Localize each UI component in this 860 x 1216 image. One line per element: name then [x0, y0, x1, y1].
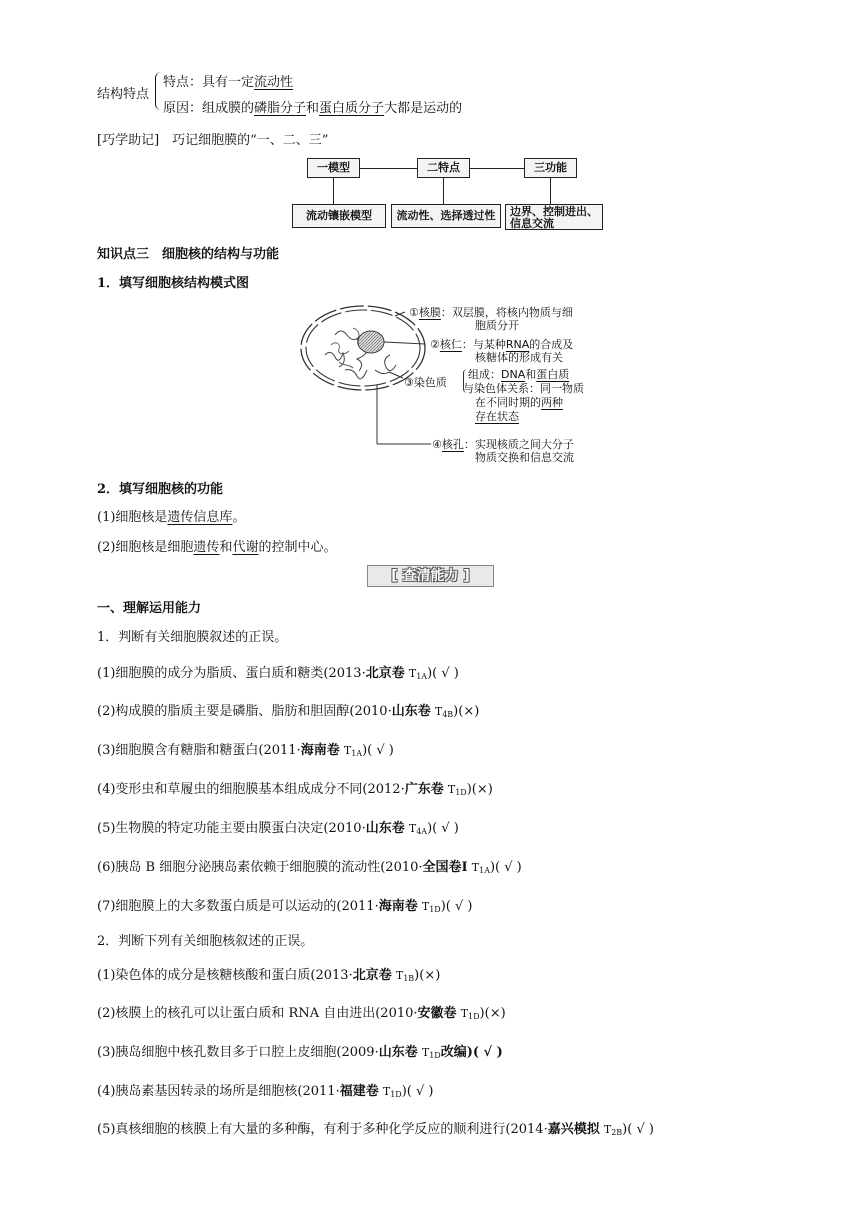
- label-chromatin-relation: 与染色体关系：同一物质: [463, 382, 584, 395]
- section-banner: [ 查清能力 ]: [367, 565, 494, 587]
- connector-line: [360, 168, 417, 169]
- label-nuclear-envelope-cont: 胞质分开: [475, 319, 519, 332]
- mnemonic-box-model-detail: 流动镶嵌模型: [292, 204, 386, 228]
- list-item: (2)构成膜的脂质主要是磷脂、脂肪和胆固醇(2010·山东卷 $T_{4B})(\times)$: [97, 704, 480, 719]
- list-item: (7)细胞膜上的大多数蛋白质是可以运动的(2011·海南卷 $T_{1D}$)( √ ): [97, 899, 473, 914]
- function-item-1: (1)细胞核是遗传信息库。: [97, 510, 246, 525]
- question-2-title: 2．判断下列有关细胞核叙述的正误。: [97, 934, 314, 949]
- connector-line: [470, 168, 524, 169]
- connector-line: [550, 178, 551, 204]
- functions-title: 2．填写细胞核的功能: [97, 482, 224, 497]
- structure-feature: 特点：具有一定流动性: [163, 75, 294, 90]
- label-chromatin-relation-end: 存在状态: [475, 410, 519, 423]
- label-nuclear-pore-cont: 物质交换和信息交流: [475, 451, 574, 464]
- list-item: (2)核膜上的核孔可以让蛋白质和 RNA 自由进出(2010·安徽卷 $T_{1D})(\times)$: [97, 1006, 506, 1021]
- list-item: (3)细胞膜含有糖脂和糖蛋白(2011·海南卷 $T_{1A}$)( √ ): [97, 743, 394, 758]
- diagram-instruction: 1．填写细胞核结构模式图: [97, 276, 250, 291]
- function-item-2: (2)细胞核是细胞遗传和代谢的控制中心。: [97, 540, 337, 555]
- mnemonic-box-functions: 三功能: [524, 158, 577, 178]
- label-chromatin: ③染色质: [404, 376, 447, 389]
- label-nuclear-pore: ④核孔：实现核质之间大分子: [432, 438, 574, 451]
- label-chromatin-composition: 组成：DNA和蛋白质: [468, 368, 570, 381]
- label-chromatin-relation-cont: 在不同时期的两种: [475, 396, 563, 409]
- mnemonic-title: [巧学助记] 巧记细胞膜的“一、二、三”: [97, 133, 329, 148]
- label-nucleolus: ②核仁：与某种RNA的合成及: [430, 338, 574, 351]
- section-title: 知识点三 细胞核的结构与功能: [97, 247, 280, 262]
- question-1-title: 1．判断有关细胞膜叙述的正误。: [97, 630, 288, 645]
- label-nucleolus-cont: 核糖体的形成有关: [475, 351, 563, 364]
- ability-title: 一、理解运用能力: [97, 601, 202, 616]
- list-item: (1)染色体的成分是核糖核酸和蛋白质(2013·北京卷 $T_{1B})(\times)$: [97, 968, 441, 983]
- list-item: (1)细胞膜的成分为脂质、蛋白质和糖类(2013·北京卷 $T_{1A}$)( √ ): [97, 666, 459, 681]
- mnemonic-box-features-detail: 流动性、选择透过性: [391, 204, 501, 228]
- list-item: (5)生物膜的特定功能主要由膜蛋白决定(2010·山东卷 $T_{4A}$)( √ ): [97, 821, 459, 836]
- list-item: (5)真核细胞的核膜上有大量的多种酶，有利于多种化学反应的顺利进行(2014·嘉兴模拟 $T_{2B}$)( √ ): [97, 1122, 654, 1137]
- list-item: (4)变形虫和草履虫的细胞膜基本组成成分不同(2012·广东卷 $T_{1D})(\times)$: [97, 782, 493, 797]
- structure-reason: 原因：组成膜的磷脂分子和蛋白质分子大都是运动的: [163, 101, 463, 116]
- mnemonic-box-features: 二特点: [417, 158, 470, 178]
- list-item: (3)胰岛细胞中核孔数目多于口腔上皮细胞(2009·山东卷 $T_{1D}$改编)( √ ): [97, 1045, 503, 1060]
- structure-label: 结构特点: [97, 87, 150, 102]
- connector-line: [443, 178, 444, 204]
- mnemonic-box-model: 一模型: [307, 158, 360, 178]
- connector-line: [333, 178, 334, 204]
- label-nuclear-envelope: ①核膜：双层膜，将核内物质与细: [409, 306, 573, 319]
- mnemonic-box-functions-detail: 边界、控制进出、 信息交流: [505, 204, 603, 230]
- list-item: (4)胰岛素基因转录的场所是细胞核(2011·福建卷 $T_{1D}$)( √ ): [97, 1084, 434, 1099]
- list-item: (6)胰岛 B 细胞分泌胰岛素依赖于细胞膜的流动性(2010·全国卷Ⅰ $T_{1A}$)( √ ): [97, 860, 522, 875]
